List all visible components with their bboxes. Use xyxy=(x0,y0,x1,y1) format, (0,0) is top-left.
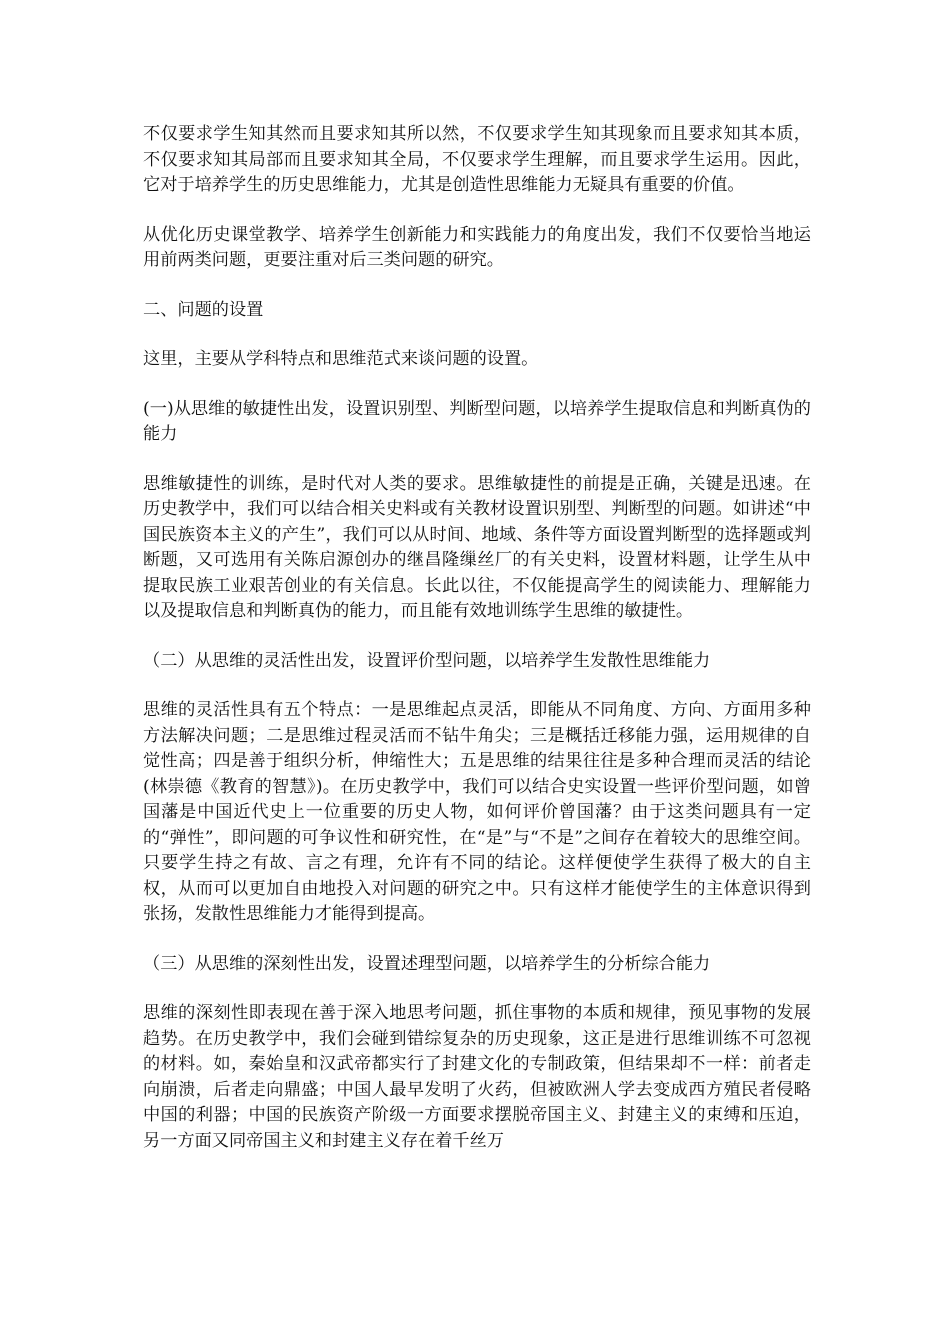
subheading-1: (一)从思维的敏捷性出发，设置识别型、判断型问题，以培养学生提取信息和判断真伪的能力 xyxy=(143,398,811,444)
section-heading: 二、问题的设置 xyxy=(143,299,264,320)
paragraph-6: 思维的深刻性即表现在善于深入地思考问题，抓住事物的本质和规律，预见事物的发展趋势。在历史教学中，我们会碰到错综复杂的历史现象，这正是进行思维训练不可忽视的材料。如，秦始皇和汉武帝都实行了封建文化的专制政策，但结果却不一样：前者走向崩溃，后者走向鼎盛；中国人最早发明了火药，但被欧洲人学去变成西方殖民者侵略中国的利器；中国的民族资产阶级一方面要求摆脱帝国主义、封建主义的束缚和压迫，另一方面又同帝国主义和封建主义存在着千丝万 xyxy=(143,1003,811,1151)
paragraph-2: 从优化历史课堂教学、培养学生创新能力和实践能力的角度出发，我们不仅要恰当地运用前两类问题，更要注重对后三类问题的研究。 xyxy=(143,224,811,270)
paragraph-1: 不仅要求学生知其然而且要求知其所以然，不仅要求学生知其现象而且要求知其本质，不仅要求知其局部而且要求知其全局，不仅要求学生理解，而且要求学生运用。因此，它对于培养学生的历史思维能力，尤其是创造性思维能力无疑具有重要的价值。 xyxy=(143,124,811,195)
paragraph-5: 思维的灵活性具有五个特点：一是思维起点灵活，即能从不同角度、方向、方面用多种方法解决问题；二是思维过程灵活而不钻牛角尖；三是概括迁移能力强，运用规律的自觉性高；四是善于组织分析，伸缩性大；五是思维的结果往往是多种合理而灵活的结论(林崇德《教育的智慧》)。在历史教学中，我们可以结合史实设置一些评价型问题，如曾国藩是中国近代史上一位重要的历史人物，如何评价曾国藩？由于这类问题具有一定的“弹性”，即问题的可争议性和研究性，在“是”与“不是”之间存在着较大的思维空间。只要学生持之有故、言之有理，允许有不同的结论。这样便使学生获得了极大的自主权，从而可以更加自由地投入对问题的研究之中。只有这样才能使学生的主体意识得到张扬，发散性思维能力才能得到提高。 xyxy=(143,700,811,924)
document-body xyxy=(143,122,811,1178)
paragraph-4: 思维敏捷性的训练，是时代对人类的要求。思维敏捷性的前提是正确，关键是迅速。在历史教学中，我们可以结合相关史料或有关教材设置识别型、判断型的问题。如讲述“中国民族资本主义的产生”，我们可以从时间、地域、条件等方面设置判断型的选择题或判断题，又可选用有关陈启源创办的继昌隆缫丝厂的有关史料，设置材料题，让学生从中提取民族工业艰苦创业的有关信息。长此以往，不仅能提高学生的阅读能力、理解能力以及提取信息和判断真伪的能力，而且能有效地训练学生思维的敏捷性。 xyxy=(143,473,811,621)
paragraph-3: 这里，主要从学科特点和思维范式来谈问题的设置。 xyxy=(143,349,539,369)
subheading-2: （二）从思维的灵活性出发，设置评价型问题，以培养学生发散性思维能力 xyxy=(143,650,711,671)
subheading-3: （三）从思维的深刻性出发，设置述理型问题，以培养学生的分析综合能力 xyxy=(143,953,711,974)
